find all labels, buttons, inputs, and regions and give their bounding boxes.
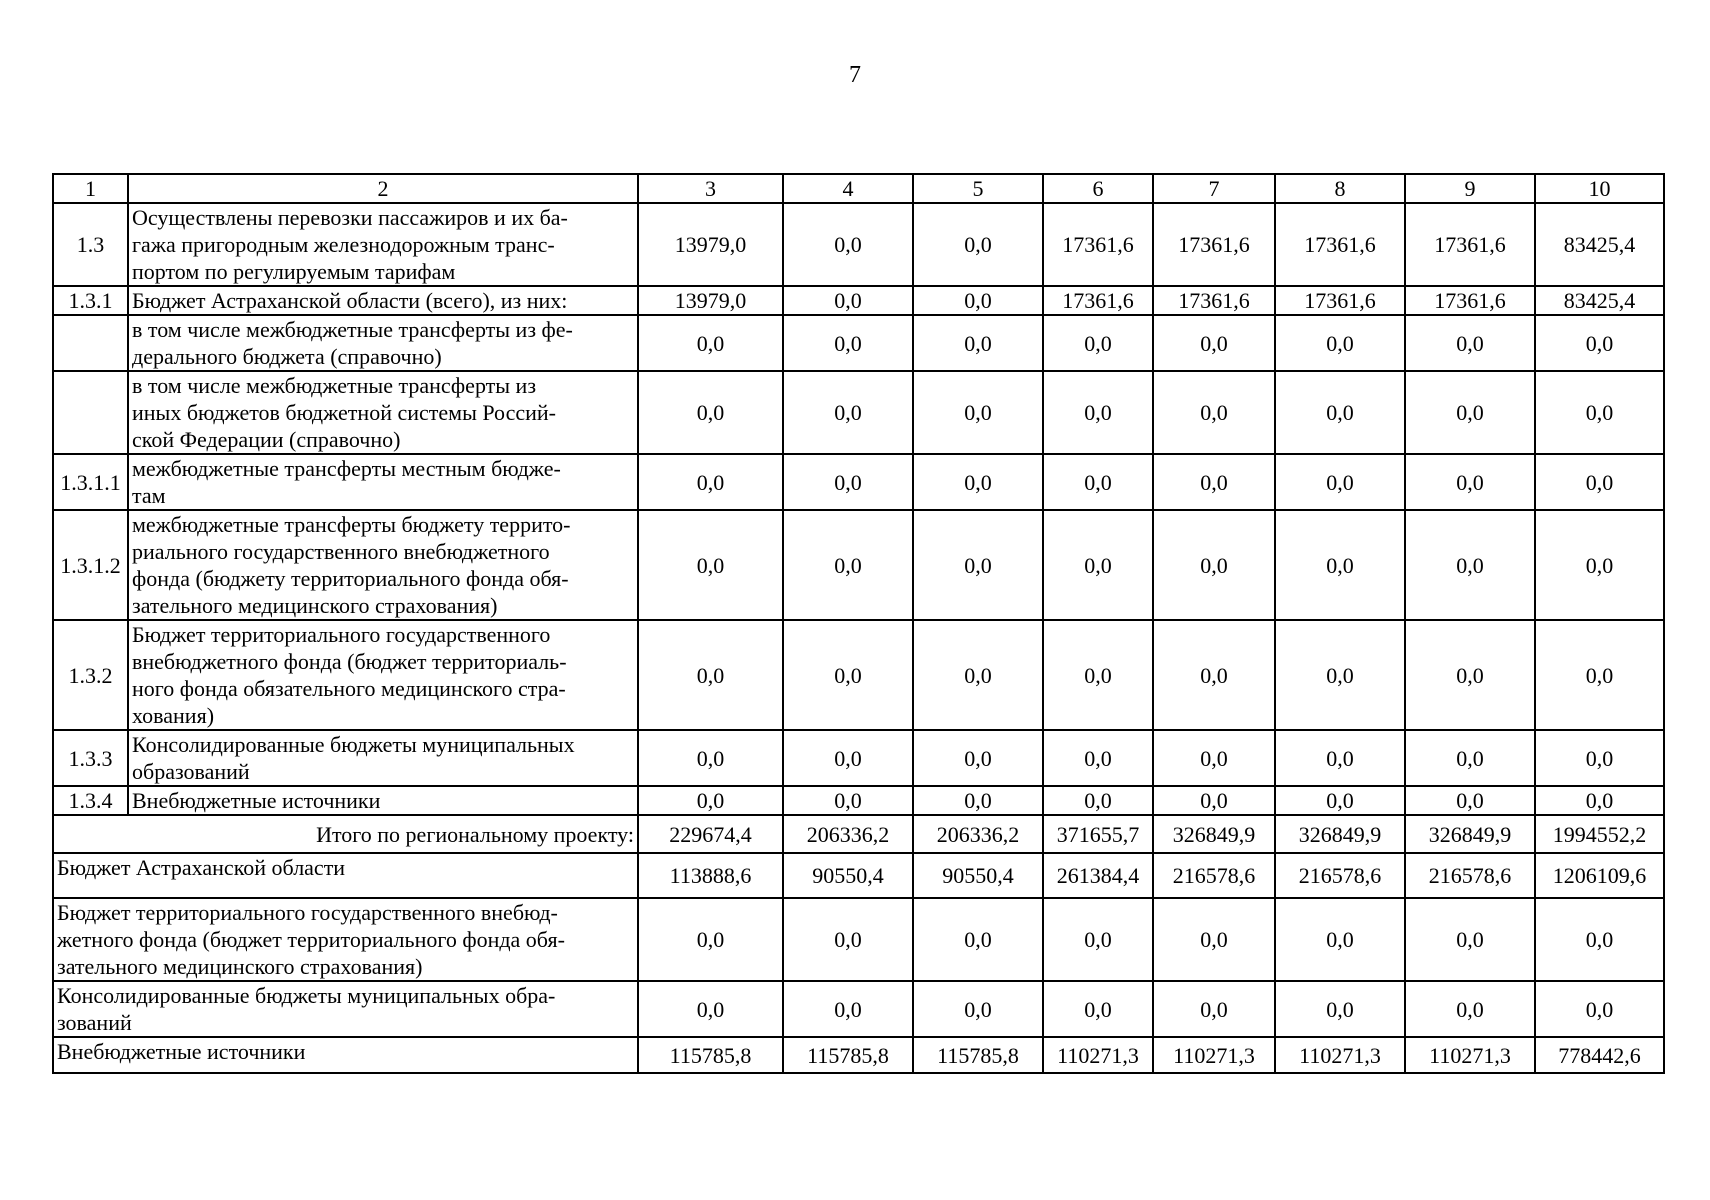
- value-cell: 0,0: [1043, 454, 1153, 510]
- value-cell: 17361,6: [1043, 203, 1153, 286]
- value-cell: 0,0: [1043, 730, 1153, 786]
- cell-text-line: гажа пригородным железнодорожным транс-: [132, 232, 555, 257]
- summary-row: [53, 853, 1664, 898]
- value-cell: 0,0: [783, 203, 913, 286]
- value-cell: 0,0: [783, 454, 913, 510]
- cell-text-line: в том числе межбюджетные трансферты из: [132, 373, 537, 398]
- value-cell: 0,0: [783, 620, 913, 730]
- value-cell: 17361,6: [1153, 203, 1275, 286]
- value-cell: 216578,6: [1405, 853, 1535, 898]
- value-cell: 0,0: [1405, 371, 1535, 454]
- value-cell: 115785,8: [783, 1037, 913, 1073]
- summary-row: [53, 1037, 1664, 1073]
- table-row: [53, 510, 1664, 620]
- value-cell: 0,0: [1405, 510, 1535, 620]
- value-cell: 17361,6: [1405, 286, 1535, 315]
- cell-text-line: фонда (бюджету территориального фонда обя-: [132, 566, 569, 591]
- cell-text-line: Бюджет территориального государственного: [132, 622, 551, 647]
- cell-text-line: зательного медицинского страхования): [132, 593, 498, 618]
- value-cell: 0,0: [638, 315, 783, 371]
- value-cell: 0,0: [1275, 620, 1405, 730]
- value-cell: 326849,9: [1275, 815, 1405, 853]
- value-cell: 0,0: [783, 981, 913, 1037]
- value-cell: 0,0: [913, 371, 1043, 454]
- value-cell: 0,0: [1153, 786, 1275, 815]
- value-cell: 0,0: [783, 730, 913, 786]
- value-cell: 0,0: [1043, 371, 1153, 454]
- value-cell: 0,0: [783, 786, 913, 815]
- cell-text-line: зований: [57, 1010, 132, 1035]
- value-cell: 0,0: [1535, 620, 1664, 730]
- value-cell: 0,0: [1043, 786, 1153, 815]
- cell-text-line: там: [132, 483, 166, 508]
- summary-row: [53, 981, 1664, 1037]
- value-cell: 0,0: [913, 898, 1043, 981]
- value-cell: 0,0: [1405, 981, 1535, 1037]
- header-cell: 8: [1275, 174, 1405, 203]
- table-row: [53, 315, 1664, 371]
- total-label: Итого по региональному проекту:: [53, 815, 638, 853]
- value-cell: 261384,4: [1043, 853, 1153, 898]
- value-cell: 0,0: [1043, 620, 1153, 730]
- row-description: [128, 454, 638, 510]
- value-cell: 0,0: [1535, 898, 1664, 981]
- value-cell: 17361,6: [1405, 203, 1535, 286]
- cell-text-line: Бюджет Астраханской области: [57, 855, 346, 880]
- value-cell: 0,0: [1275, 371, 1405, 454]
- value-cell: 0,0: [1535, 786, 1664, 815]
- table-body: [53, 174, 1664, 1073]
- value-cell: 371655,7: [1043, 815, 1153, 853]
- header-cell: 10: [1535, 174, 1664, 203]
- cell-text-line: Консолидированные бюджеты муниципальных: [132, 732, 575, 757]
- table-row: [53, 620, 1664, 730]
- value-cell: 83425,4: [1535, 286, 1664, 315]
- value-cell: 0,0: [913, 620, 1043, 730]
- value-cell: 90550,4: [913, 853, 1043, 898]
- total-row: [53, 815, 1664, 853]
- value-cell: 0,0: [1535, 315, 1664, 371]
- value-cell: 110271,3: [1405, 1037, 1535, 1073]
- summary-label: [53, 853, 638, 898]
- header-cell: 7: [1153, 174, 1275, 203]
- value-cell: 0,0: [1043, 315, 1153, 371]
- value-cell: 0,0: [1405, 786, 1535, 815]
- value-cell: 326849,9: [1405, 815, 1535, 853]
- value-cell: 0,0: [1405, 620, 1535, 730]
- value-cell: 13979,0: [638, 286, 783, 315]
- value-cell: 0,0: [1043, 510, 1153, 620]
- value-cell: 0,0: [783, 371, 913, 454]
- value-cell: 0,0: [638, 620, 783, 730]
- value-cell: 0,0: [1275, 981, 1405, 1037]
- value-cell: 17361,6: [1043, 286, 1153, 315]
- cell-text-line: иных бюджетов бюджетной системы Россий-: [132, 400, 556, 425]
- value-cell: 0,0: [638, 981, 783, 1037]
- row-code: 1.3: [53, 203, 128, 286]
- value-cell: 13979,0: [638, 203, 783, 286]
- value-cell: 0,0: [913, 510, 1043, 620]
- value-cell: 229674,4: [638, 815, 783, 853]
- row-description: [128, 286, 638, 315]
- summary-label: [53, 898, 638, 981]
- row-description: [128, 510, 638, 620]
- value-cell: 0,0: [913, 203, 1043, 286]
- value-cell: 0,0: [1275, 730, 1405, 786]
- budget-table: [52, 173, 1665, 1074]
- value-cell: 110271,3: [1275, 1037, 1405, 1073]
- value-cell: 206336,2: [913, 815, 1043, 853]
- row-description: [128, 203, 638, 286]
- value-cell: 0,0: [1405, 454, 1535, 510]
- value-cell: 0,0: [1275, 315, 1405, 371]
- cell-text-line: межбюджетные трансферты бюджету террито-: [132, 512, 571, 537]
- value-cell: 778442,6: [1535, 1037, 1664, 1073]
- value-cell: 17361,6: [1275, 286, 1405, 315]
- value-cell: 216578,6: [1275, 853, 1405, 898]
- value-cell: 113888,6: [638, 853, 783, 898]
- table-row: [53, 786, 1664, 815]
- row-code: [53, 315, 128, 371]
- value-cell: 0,0: [1153, 315, 1275, 371]
- value-cell: 0,0: [913, 730, 1043, 786]
- row-code: 1.3.2: [53, 620, 128, 730]
- cell-text-line: в том числе межбюджетные трансферты из фе-: [132, 317, 573, 342]
- row-description: [128, 786, 638, 815]
- cell-text-line: Консолидированные бюджеты муниципальных обра-: [57, 983, 556, 1008]
- cell-text-line: образований: [132, 759, 250, 784]
- value-cell: 0,0: [1153, 510, 1275, 620]
- table-row: [53, 371, 1664, 454]
- cell-text-line: ской Федерации (справочно): [132, 427, 401, 452]
- page-number: 7: [849, 62, 861, 88]
- cell-text-line: ного фонда обязательного медицинского стра-: [132, 676, 566, 701]
- value-cell: 0,0: [1153, 454, 1275, 510]
- header-cell: 4: [783, 174, 913, 203]
- value-cell: 0,0: [1043, 981, 1153, 1037]
- cell-text-line: хования): [132, 703, 215, 728]
- value-cell: 1994552,2: [1535, 815, 1664, 853]
- value-cell: 0,0: [1275, 898, 1405, 981]
- value-cell: 0,0: [1535, 510, 1664, 620]
- summary-row: [53, 898, 1664, 981]
- header-cell: 9: [1405, 174, 1535, 203]
- value-cell: 17361,6: [1275, 203, 1405, 286]
- value-cell: 0,0: [1535, 730, 1664, 786]
- value-cell: 115785,8: [913, 1037, 1043, 1073]
- cell-text-line: Осуществлены перевозки пассажиров и их ба-: [132, 205, 568, 230]
- value-cell: 0,0: [913, 454, 1043, 510]
- summary-label: [53, 981, 638, 1037]
- row-code: 1.3.1.2: [53, 510, 128, 620]
- row-code: 1.3.4: [53, 786, 128, 815]
- value-cell: 0,0: [913, 981, 1043, 1037]
- value-cell: 0,0: [1535, 371, 1664, 454]
- value-cell: 0,0: [1535, 981, 1664, 1037]
- value-cell: 0,0: [783, 898, 913, 981]
- value-cell: 0,0: [1405, 898, 1535, 981]
- cell-text-line: Бюджет Астраханской области (всего), из них:: [132, 288, 568, 313]
- value-cell: 0,0: [638, 454, 783, 510]
- value-cell: 90550,4: [783, 853, 913, 898]
- value-cell: 0,0: [1153, 371, 1275, 454]
- value-cell: 0,0: [913, 315, 1043, 371]
- value-cell: 0,0: [638, 898, 783, 981]
- row-description: [128, 315, 638, 371]
- cell-text-line: дерального бюджета (справочно): [132, 344, 442, 369]
- table-row: [53, 286, 1664, 315]
- value-cell: 0,0: [638, 371, 783, 454]
- cell-text-line: жетного фонда (бюджет территориального фонда обя-: [57, 927, 565, 952]
- cell-text-line: Внебюджетные источники: [57, 1039, 306, 1064]
- cell-text-line: Бюджет территориального государственного внебюд-: [57, 900, 558, 925]
- row-code: 1.3.1.1: [53, 454, 128, 510]
- row-code: 1.3.3: [53, 730, 128, 786]
- row-code: [53, 371, 128, 454]
- value-cell: 0,0: [913, 286, 1043, 315]
- value-cell: 326849,9: [1153, 815, 1275, 853]
- value-cell: 17361,6: [1153, 286, 1275, 315]
- value-cell: 0,0: [1153, 620, 1275, 730]
- value-cell: 0,0: [1535, 454, 1664, 510]
- value-cell: 83425,4: [1535, 203, 1664, 286]
- value-cell: 0,0: [1405, 730, 1535, 786]
- row-description: [128, 620, 638, 730]
- value-cell: 0,0: [783, 315, 913, 371]
- table-row: [53, 730, 1664, 786]
- row-code: 1.3.1: [53, 286, 128, 315]
- summary-label: [53, 1037, 638, 1073]
- header-cell: 1: [53, 174, 128, 203]
- value-cell: 0,0: [1275, 454, 1405, 510]
- value-cell: 0,0: [638, 510, 783, 620]
- cell-text-line: межбюджетные трансферты местным бюдже-: [132, 456, 561, 481]
- value-cell: 0,0: [1405, 315, 1535, 371]
- row-description: [128, 371, 638, 454]
- cell-text-line: внебюджетного фонда (бюджет территориаль-: [132, 649, 567, 674]
- table-row: [53, 454, 1664, 510]
- value-cell: 110271,3: [1153, 1037, 1275, 1073]
- value-cell: 0,0: [1275, 510, 1405, 620]
- cell-text-line: Внебюджетные источники: [132, 788, 381, 813]
- value-cell: 0,0: [783, 510, 913, 620]
- value-cell: 110271,3: [1043, 1037, 1153, 1073]
- value-cell: 0,0: [1153, 730, 1275, 786]
- value-cell: 0,0: [1043, 898, 1153, 981]
- value-cell: 0,0: [1275, 786, 1405, 815]
- table-row: [53, 203, 1664, 286]
- cell-text-line: зательного медицинского страхования): [57, 954, 423, 979]
- value-cell: 0,0: [638, 786, 783, 815]
- value-cell: 0,0: [1153, 898, 1275, 981]
- header-cell: 3: [638, 174, 783, 203]
- value-cell: 0,0: [783, 286, 913, 315]
- value-cell: 0,0: [638, 730, 783, 786]
- header-cell: 2: [128, 174, 638, 203]
- row-description: [128, 730, 638, 786]
- value-cell: 0,0: [1153, 981, 1275, 1037]
- value-cell: 0,0: [913, 786, 1043, 815]
- header-cell: 5: [913, 174, 1043, 203]
- header-cell: 6: [1043, 174, 1153, 203]
- value-cell: 216578,6: [1153, 853, 1275, 898]
- cell-text-line: риального государственного внебюджетного: [132, 539, 550, 564]
- cell-text-line: портом по регулируемым тарифам: [132, 259, 456, 284]
- value-cell: 1206109,6: [1535, 853, 1664, 898]
- value-cell: 115785,8: [638, 1037, 783, 1073]
- header-row: [53, 174, 1664, 203]
- value-cell: 206336,2: [783, 815, 913, 853]
